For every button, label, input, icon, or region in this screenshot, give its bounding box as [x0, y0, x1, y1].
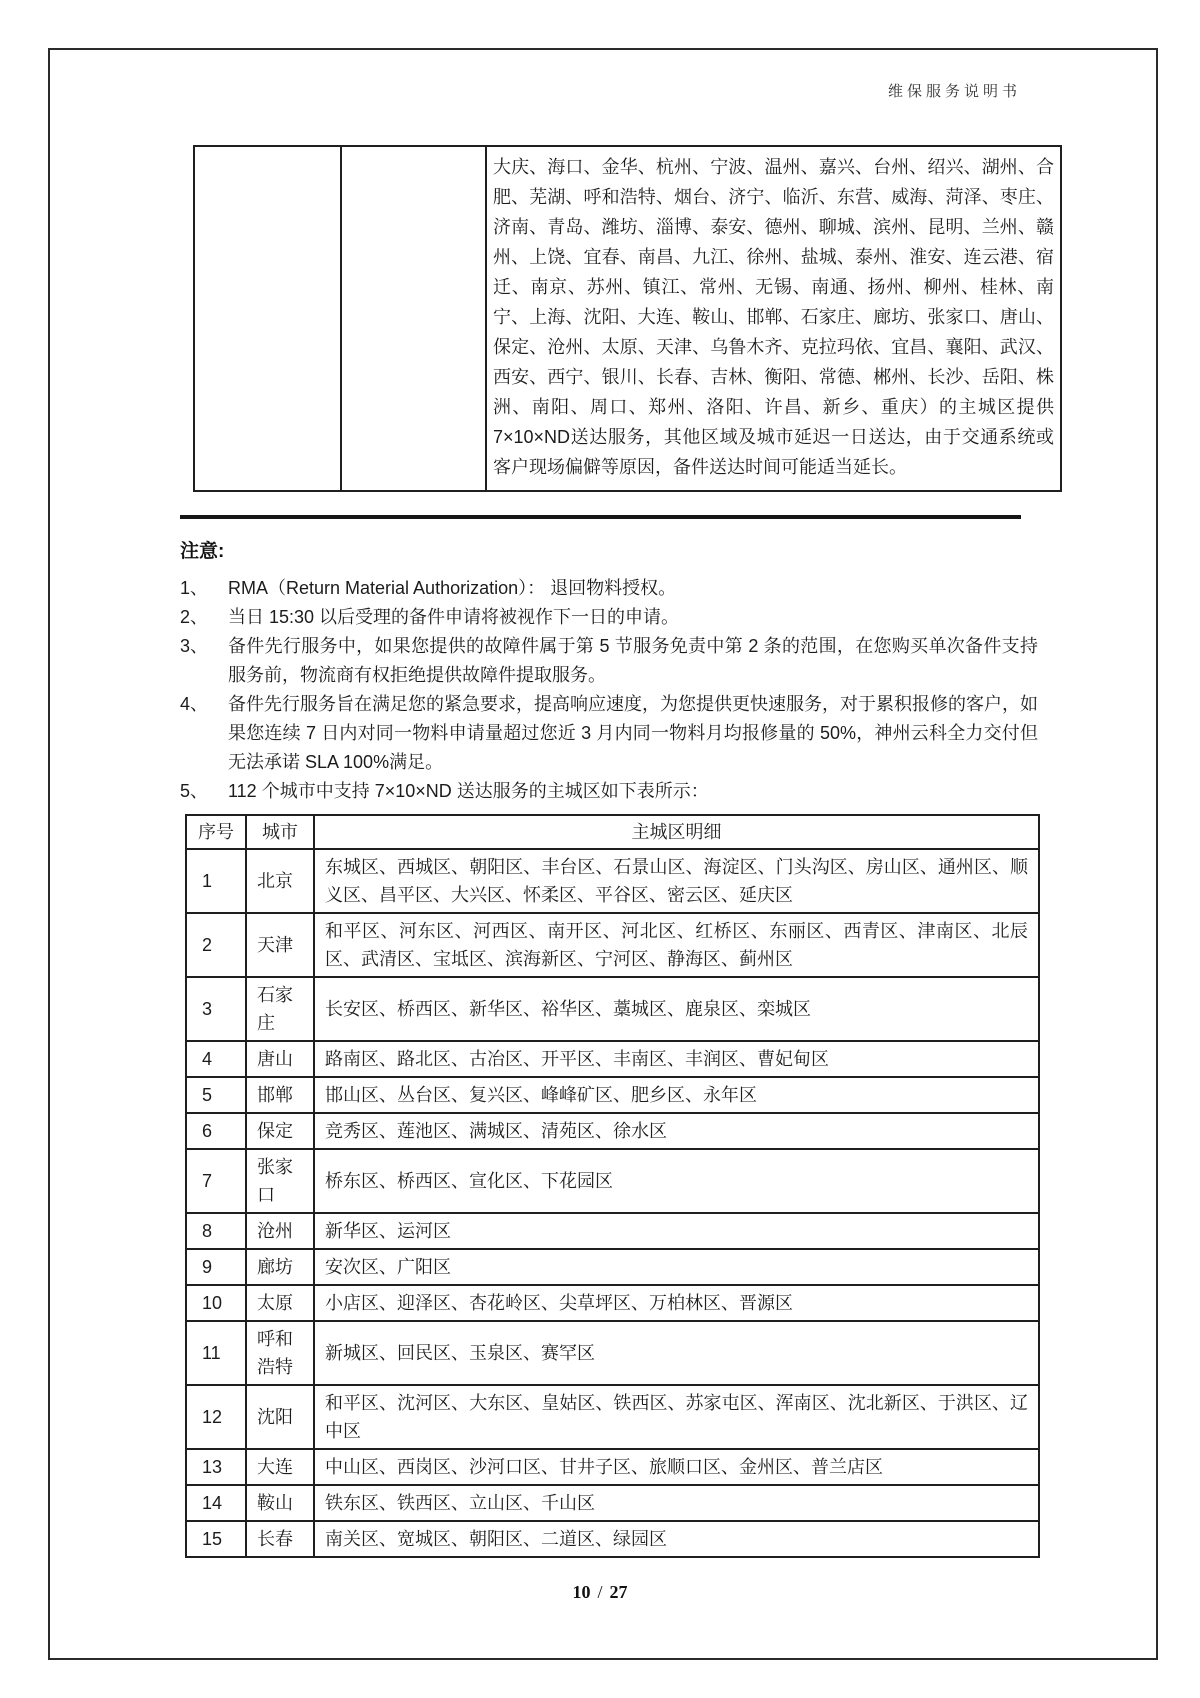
cell-districts: 邯山区、丛台区、复兴区、峰峰矿区、肥乡区、永年区: [314, 1077, 1039, 1113]
page-number-total: 27: [609, 1582, 628, 1602]
table-row: [186, 1449, 1039, 1485]
page-number-current: 10: [572, 1582, 591, 1602]
cell-city: 张家口: [246, 1149, 314, 1213]
note-text: 备件先行服务旨在满足您的紧急要求，提高响应速度，为您提供更快速服务，对于累积报修的客户，如果您连续 7 日内对同一物料申请量超过您近 3 月内同一物料月均报修量的 50%，神州云科全力交付但无法承诺 SLA 100%满足。: [228, 694, 1038, 772]
doc-header-title: 维保服务说明书: [888, 83, 1022, 100]
table-row: [186, 1213, 1039, 1249]
cell-city: 沈阳: [246, 1385, 314, 1449]
cell-districts: 中山区、西岗区、沙河口区、甘井子区、旅顺口区、金州区、普兰店区: [314, 1449, 1039, 1485]
note-item: [180, 603, 1038, 632]
cell-districts: 铁东区、铁西区、立山区、千山区: [314, 1485, 1039, 1521]
cell-city: 沧州: [246, 1213, 314, 1249]
note-number: 1、: [180, 578, 209, 598]
cell-city: 鞍山: [246, 1485, 314, 1521]
column-header-no: 序号: [186, 815, 246, 849]
cell-districts: 桥东区、桥西区、宣化区、下花园区: [314, 1149, 1039, 1213]
cell-city: 北京: [246, 849, 314, 913]
note-item: [180, 777, 1038, 806]
table-row: [186, 1385, 1039, 1449]
cell-no: 12: [186, 1385, 246, 1449]
table-header-row: [186, 815, 1039, 849]
note-number: 5、: [180, 781, 209, 801]
notes-list: [180, 574, 1038, 806]
cont-table-cell-1: [194, 146, 341, 491]
cell-districts: 长安区、桥西区、新华区、裕华区、藁城区、鹿泉区、栾城区: [314, 977, 1039, 1041]
cell-no: 1: [186, 849, 246, 913]
cell-city: 太原: [246, 1285, 314, 1321]
cell-city: 呼和浩特: [246, 1321, 314, 1385]
note-text: 当日 15:30 以后受理的备件申请将被视作下一日的申请。: [228, 607, 680, 627]
cell-districts: 南关区、宽城区、朝阳区、二道区、绿园区: [314, 1521, 1039, 1557]
cell-no: 4: [186, 1041, 246, 1077]
page-number-separator: /: [597, 1582, 603, 1602]
page-footer: [0, 1582, 1200, 1603]
note-text: 112 个城市中支持 7×10×ND 送达服务的主城区如下表所示：: [228, 781, 709, 801]
note-number: 3、: [180, 636, 209, 656]
table-row: [186, 1285, 1039, 1321]
table-row: [186, 1041, 1039, 1077]
note-item: [180, 690, 1038, 777]
table-row: [186, 849, 1039, 913]
table-row: [186, 913, 1039, 977]
cell-no: 6: [186, 1113, 246, 1149]
cell-city: 邯郸: [246, 1077, 314, 1113]
note-item: [180, 632, 1038, 690]
column-header-city: 城市: [246, 815, 314, 849]
cell-districts: 新华区、运河区: [314, 1213, 1039, 1249]
cell-city: 廊坊: [246, 1249, 314, 1285]
note-text: RMA（Return Material Authorization）： 退回物料授权。: [228, 578, 677, 598]
column-header-districts: 主城区明细: [314, 815, 1039, 849]
cell-districts: 路南区、路北区、古冶区、开平区、丰南区、丰润区、曹妃甸区: [314, 1041, 1039, 1077]
cell-districts: 新城区、回民区、玉泉区、赛罕区: [314, 1321, 1039, 1385]
cell-districts: 安次区、广阳区: [314, 1249, 1039, 1285]
cell-city: 唐山: [246, 1041, 314, 1077]
note-number: 4、: [180, 694, 209, 714]
cont-table-cell-body: 大庆、海口、金华、杭州、宁波、温州、嘉兴、台州、绍兴、湖州、合肥、芜湖、呼和浩特、烟台、济宁、临沂、东营、威海、菏泽、枣庄、济南、青岛、潍坊、淄博、泰安、德州、聊城、滨州、昆明、兰州、赣州、上饶、宜春、南昌、九江、徐州、盐城、泰州、淮安、连云港、宿迁、南京、苏州、镇江、常州、无锡、南通、扬州、柳州、桂林、南宁、上海、沈阳、大连、鞍山、邯郸、石家庄、廊坊、张家口、唐山、保定、沧州、太原、天津、乌鲁木齐、克拉玛依、宜昌、襄阳、武汉、西安、西宁、银川、长春、吉林、衡阳、常德、郴州、长沙、岳阳、株洲、南阳、周口、郑州、洛阳、许昌、新乡、重庆）的主城区提供 7×10×ND送达服务，其他区域及城市延迟一日送达，由于交通系统或客户现场偏僻等原因，备件送达时间可能适当延长。: [486, 146, 1061, 491]
cell-city: 天津: [246, 913, 314, 977]
table-row: [186, 1077, 1039, 1113]
cell-districts: 和平区、河东区、河西区、南开区、河北区、红桥区、东丽区、西青区、津南区、北辰区、武清区、宝坻区、滨海新区、宁河区、静海区、蓟州区: [314, 913, 1039, 977]
cell-districts: 东城区、西城区、朝阳区、丰台区、石景山区、海淀区、门头沟区、房山区、通州区、顺义区、昌平区、大兴区、怀柔区、平谷区、密云区、延庆区: [314, 849, 1039, 913]
table-row: [186, 1521, 1039, 1557]
note-number: 2、: [180, 607, 209, 627]
cell-no: 13: [186, 1449, 246, 1485]
cell-no: 8: [186, 1213, 246, 1249]
page-content: [180, 145, 1054, 1558]
table-row: [186, 1149, 1039, 1213]
cell-districts: 和平区、沈河区、大东区、皇姑区、铁西区、苏家屯区、浑南区、沈北新区、于洪区、辽中区: [314, 1385, 1039, 1449]
section-divider: [180, 515, 1021, 519]
note-item: [180, 574, 1038, 603]
cell-city: 长春: [246, 1521, 314, 1557]
table-row: [186, 1485, 1039, 1521]
table-row: [186, 1113, 1039, 1149]
cell-no: 2: [186, 913, 246, 977]
cell-no: 5: [186, 1077, 246, 1113]
table-row: [186, 1321, 1039, 1385]
cell-no: 9: [186, 1249, 246, 1285]
cell-city: 石家庄: [246, 977, 314, 1041]
cont-table-cell-2: [341, 146, 486, 491]
cell-no: 15: [186, 1521, 246, 1557]
cell-no: 7: [186, 1149, 246, 1213]
cell-no: 3: [186, 977, 246, 1041]
table-row: [186, 1249, 1039, 1285]
notes-heading: 注意:: [180, 541, 225, 562]
cell-districts: 竞秀区、莲池区、满城区、清苑区、徐水区: [314, 1113, 1039, 1149]
table-row: [186, 977, 1039, 1041]
cell-city: 保定: [246, 1113, 314, 1149]
note-text: 备件先行服务中，如果您提供的故障件属于第 5 节服务免责中第 2 条的范围，在您购买单次备件支持服务前，物流商有权拒绝提供故障件提取服务。: [228, 636, 1038, 685]
cell-districts: 小店区、迎泽区、杏花岭区、尖草坪区、万柏林区、晋源区: [314, 1285, 1039, 1321]
city-table: [185, 814, 1040, 1558]
cell-no: 10: [186, 1285, 246, 1321]
table-row: [194, 146, 1061, 491]
cell-no: 14: [186, 1485, 246, 1521]
cell-no: 11: [186, 1321, 246, 1385]
cell-city: 大连: [246, 1449, 314, 1485]
continuation-table: [193, 145, 1062, 492]
